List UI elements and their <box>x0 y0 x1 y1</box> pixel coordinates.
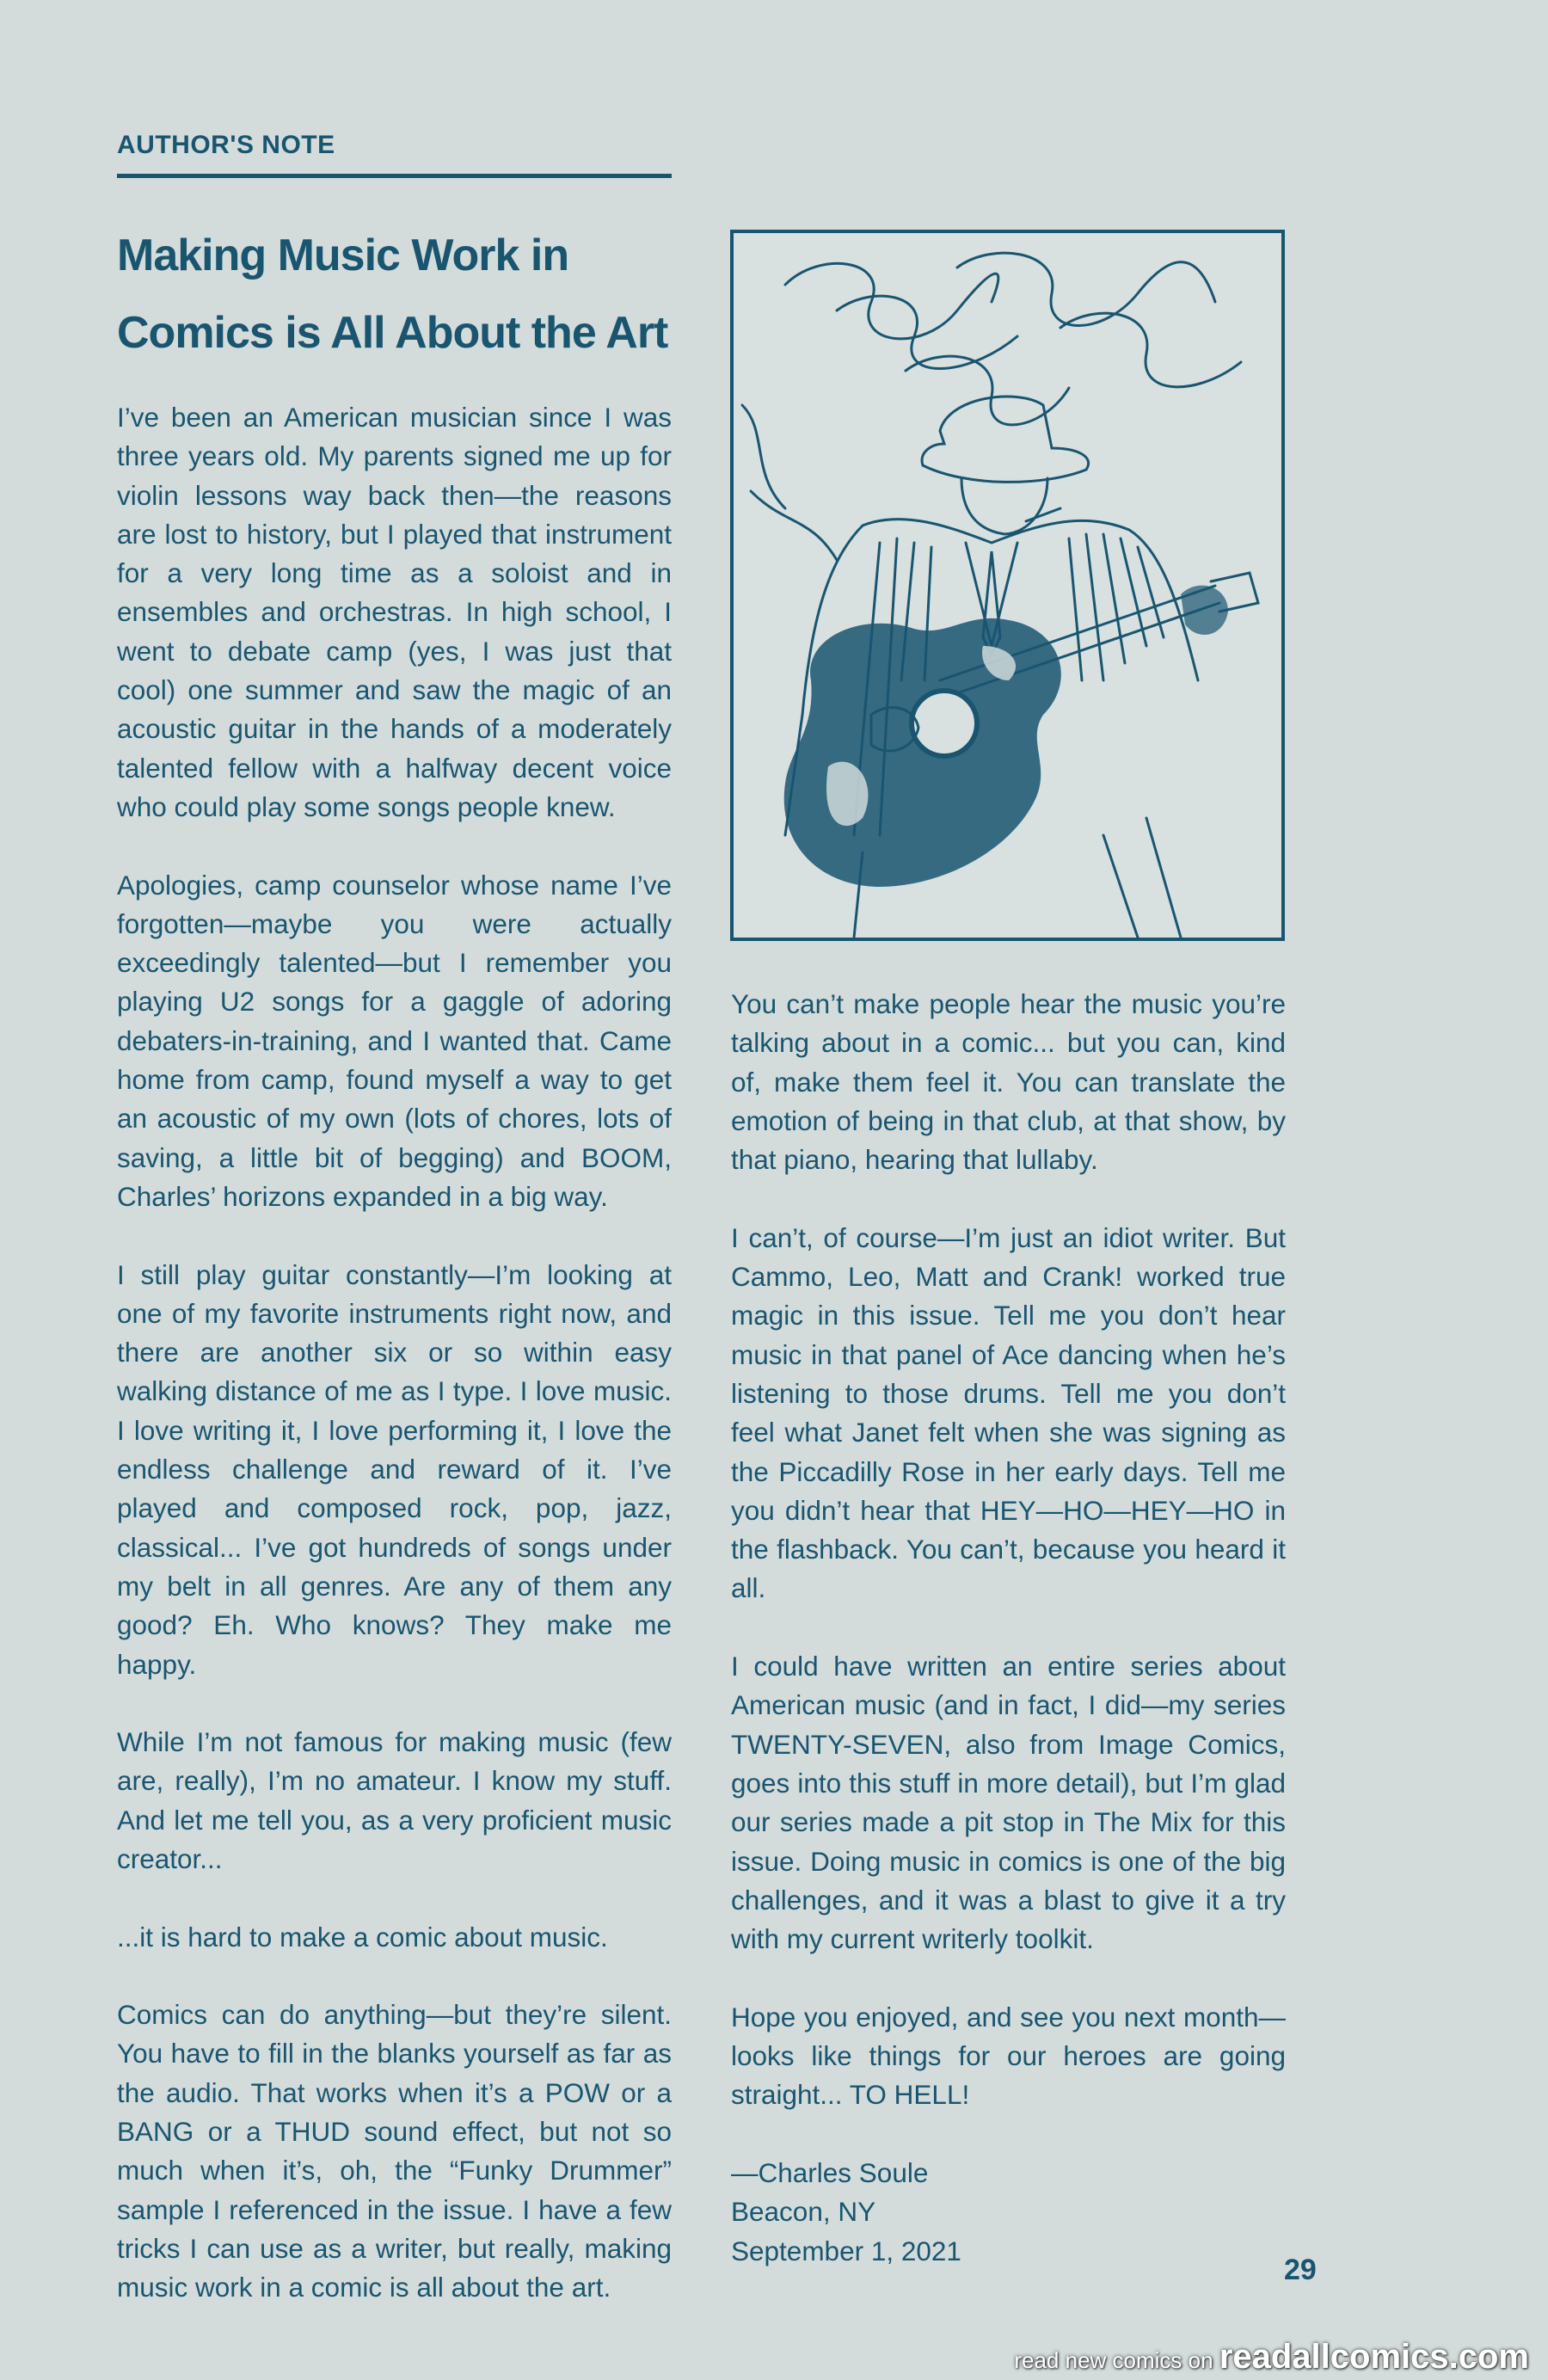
watermark <box>1014 2338 1529 2377</box>
pinstripe <box>1069 538 1082 680</box>
pinstripe <box>1086 534 1103 680</box>
signature <box>731 2154 1286 2271</box>
paragraph: ...it is hard to make a comic about music. <box>117 1921 608 1953</box>
paragraph: While I’m not famous for making music (few are, really), I’m no amateur. I know my stuff. And let me tell you, as a very proficient music creator... <box>117 1726 672 1874</box>
paragraph: Apologies, camp counselor whose name I’ve forgotten—maybe you were actually exceedingly talented—but I remember you playing U2 songs for a gaggle of adoring debaters-in-training, and I wanted that. Came home from camp, found myself a way to get an acoustic of my own (lots of chores, lots of saving, a little bit of begging) and BOOM, Charles’ horizons expanded in a big way. <box>117 869 672 1212</box>
right-column <box>731 985 1286 2271</box>
hand <box>1181 586 1228 635</box>
trouser <box>1103 835 1138 938</box>
article-title <box>117 217 685 372</box>
paragraph: I can’t, of course—I’m just an idiot writer. But Cammo, Leo, Matt and Crank! worked true magic in this issue. Tell me you don’t hear music in that panel of Ace dancing when he’s listening to those drums. Tell me you don’t feel what Janet felt when she was signing as the Piccadilly Rose in her early days. Tell me you didn’t hear that HEY—HO—HEY—HO in the flashback. You can’t, because you heard it all. <box>731 1221 1286 1604</box>
signature-place: Beacon, NY <box>731 2196 876 2228</box>
paragraph: Hope you enjoyed, and see you next month—looks like things for our heroes are going straight... TO HELL! <box>731 2001 1286 2111</box>
hat <box>922 397 1089 482</box>
paragraph: You can’t make people hear the music you’re talking about in a comic... but you can, kind of, make them feel it. You can translate the emotion of being in that club, at that show, by that piano, hearing that lullaby. <box>731 988 1286 1176</box>
left-column <box>117 398 672 2308</box>
title-line-2: Comics is All About the Art <box>117 308 668 358</box>
guitarist-drawing <box>734 233 1281 938</box>
cigarette <box>1026 508 1060 521</box>
guitarist-illustration <box>730 230 1285 941</box>
signature-date: September 1, 2021 <box>731 2235 961 2266</box>
smoke-swirl <box>785 263 998 339</box>
page-number: 29 <box>1284 2254 1317 2286</box>
watermark-prefix: read new comics on <box>1014 2347 1213 2373</box>
head <box>961 478 1047 534</box>
paragraph: I still play guitar constantly—I’m looking at one of my favorite instruments right now, and there are another six or so within easy walking distance of me as I type. I love music. I love writing it, I love performing it, I love the endless challenge and reward of it. I’ve played and composed rock, pop, jazz, classical... I’ve got hundreds of songs under my belt in all genres. Are any of them any good? Eh. Who knows? They make me happy. <box>117 1258 672 1680</box>
title-line-1: Making Music Work in <box>117 231 569 280</box>
sound-hole <box>912 691 977 756</box>
paragraph: I could have written an entire series about American music (and in fact, I did—my series TWENTY-SEVEN, also from Image Comics, goes into this stuff in more detail), but I’m glad our series made a pit stop in The Mix for this issue. Doing music in comics is one of the big challenges, and it was a blast to give it a try with my current writerly toolkit. <box>731 1651 1286 1955</box>
section-label: AUTHOR'S NOTE <box>117 131 335 159</box>
paragraph: Comics can do anything—but they’re silent. You have to fill in the blanks yourself as far as the audio. That works when it’s a POW or a BANG or a THUD sound effect, but not so much when it’s, oh, the “Funky Drummer” sample I referenced in the issue. I have a few tricks I can use as a writer, but really, making music work in a comic is all about the art. <box>117 1999 672 2303</box>
smoke-swirl <box>751 491 837 560</box>
trouser <box>1146 818 1181 938</box>
paragraph: I’ve been an American musician since I was three years old. My parents signed me up for violin lessons way back then—the reasons are lost to history, but I played that instrument for a very long time as a soloist and in ensembles and orchestras. In high school, I went to debate camp (yes, I was just that cool) one summer and saw the magic of an acoustic guitar in the hands of a moderately talented fellow with a halfway decent voice who could play some songs people knew. <box>117 402 672 822</box>
signature-name: —Charles Soule <box>731 2156 929 2188</box>
guitar-body <box>784 618 1061 887</box>
watermark-site: readallcomics.com <box>1219 2338 1529 2376</box>
smoke-swirl <box>742 405 785 508</box>
header-rule <box>117 174 672 178</box>
pinstripe <box>1103 534 1125 663</box>
